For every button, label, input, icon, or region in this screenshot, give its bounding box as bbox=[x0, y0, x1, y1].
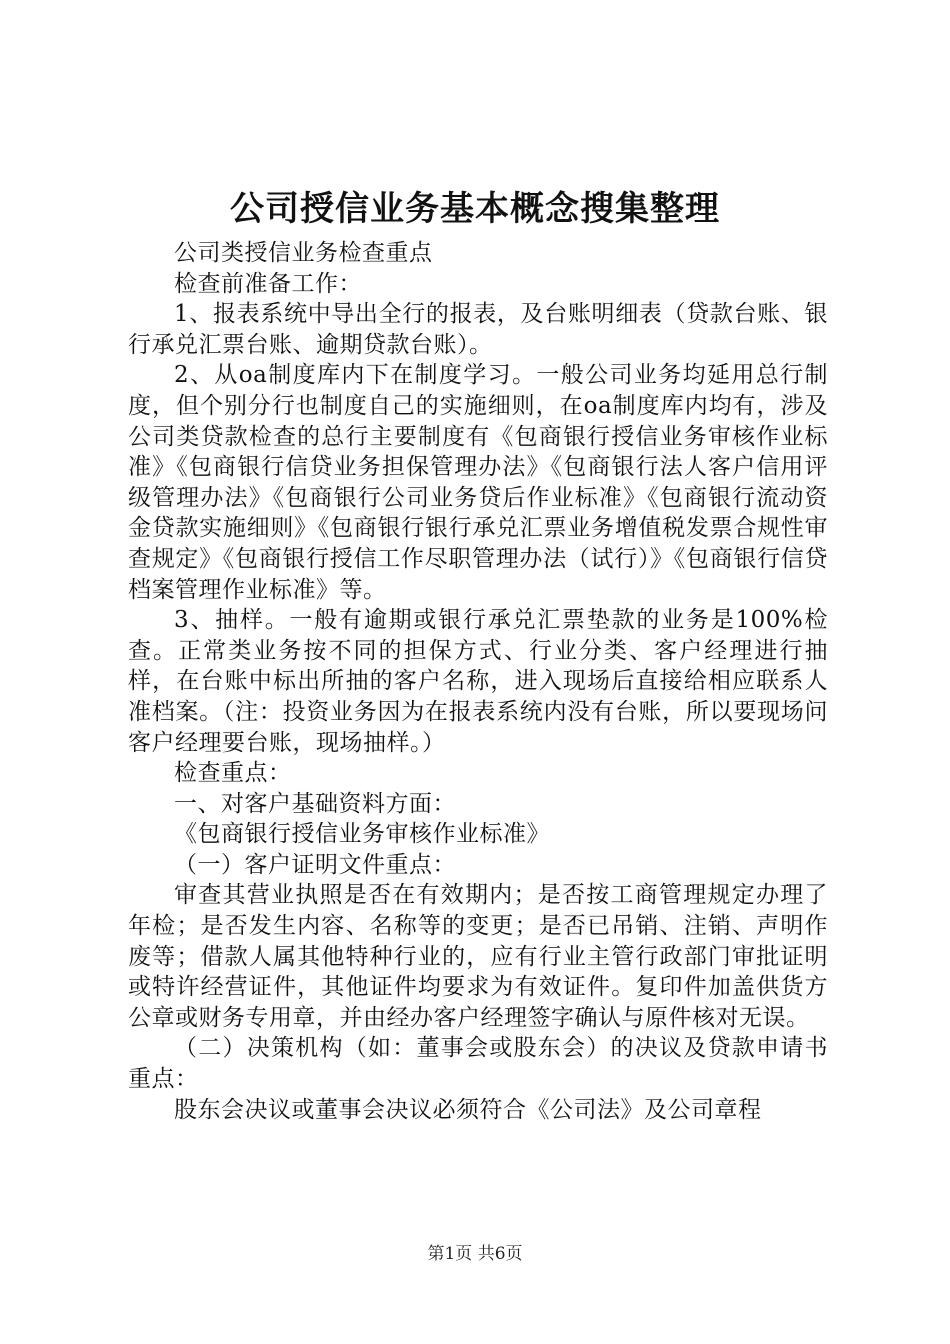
paragraph: 2、从oa制度库内下在制度学习。一般公司业务均延用总行制度，但个别分行也制度自己的实施细则，在oa制度库内均有，涉及公司类贷款检查的总行主要制度有《包商银行授信业务审核作业标准》《包商银行信贷业务担保管理办法》《包商银行法人客户信用评级管理办法》《包商银行公司业务贷后作业标准》《包商银行流动资金贷款实施细则》《包商银行银行承兑汇票业务增值税发票合规性审查规定》《包商银行授信工作尽职管理办法（试行）》《包商银行信贷档案管理作业标准》等。 bbox=[128, 362, 828, 603]
paragraph: 审查其营业执照是否在有效期内；是否按工商管理规定办理了年检；是否发生内容、名称等的变更；是否已吊销、注销、声明作废等；借款人属其他特种行业的，应有行业主管行政部门审批证明或特许经营证件，其他证件均要求为有效证件。复印件加盖供货方公章或财务专用章，并由经办客户经理签字确认与原件核对无误。 bbox=[128, 882, 828, 1031]
paragraph: （二）决策机构（如：董事会或股东会）的决议及贷款申请书重点： bbox=[128, 1035, 828, 1093]
paragraph: 3、抽样。一般有逾期或银行承兑汇票垫款的业务是100%检查。正常类业务按不同的担保方式、行业分类、客户经理进行抽样，在台账中标出所抽的客户名称，进入现场后直接给相应联系人准档案。（注：投资业务因为在报表系统内没有台账，所以要现场问客户经理要台账，现场抽样。） bbox=[128, 607, 828, 756]
document-title: 公司授信业务基本概念搜集整理 bbox=[230, 189, 720, 229]
document-body bbox=[128, 238, 828, 1125]
paragraph: 《包商银行授信业务审核作业标准》 bbox=[174, 821, 550, 848]
paragraph: 1、报表系统中导出全行的报表，及台账明细表（贷款台账、银行承兑汇票台账、逾期贷款台账）。 bbox=[128, 301, 828, 358]
paragraph: 一、对客户基础资料方面： bbox=[174, 790, 456, 817]
paragraph: 检查前准备工作： bbox=[174, 270, 362, 297]
page-number: 第1页 共6页 bbox=[427, 1244, 523, 1264]
paragraph: （一）客户证明文件重点： bbox=[174, 851, 456, 878]
paragraph: 公司类授信业务检查重点 bbox=[174, 240, 433, 266]
paragraph: 股东会决议或董事会决议必须符合《公司法》及公司章程 bbox=[174, 1096, 762, 1123]
paragraph: 检查重点： bbox=[174, 760, 292, 787]
